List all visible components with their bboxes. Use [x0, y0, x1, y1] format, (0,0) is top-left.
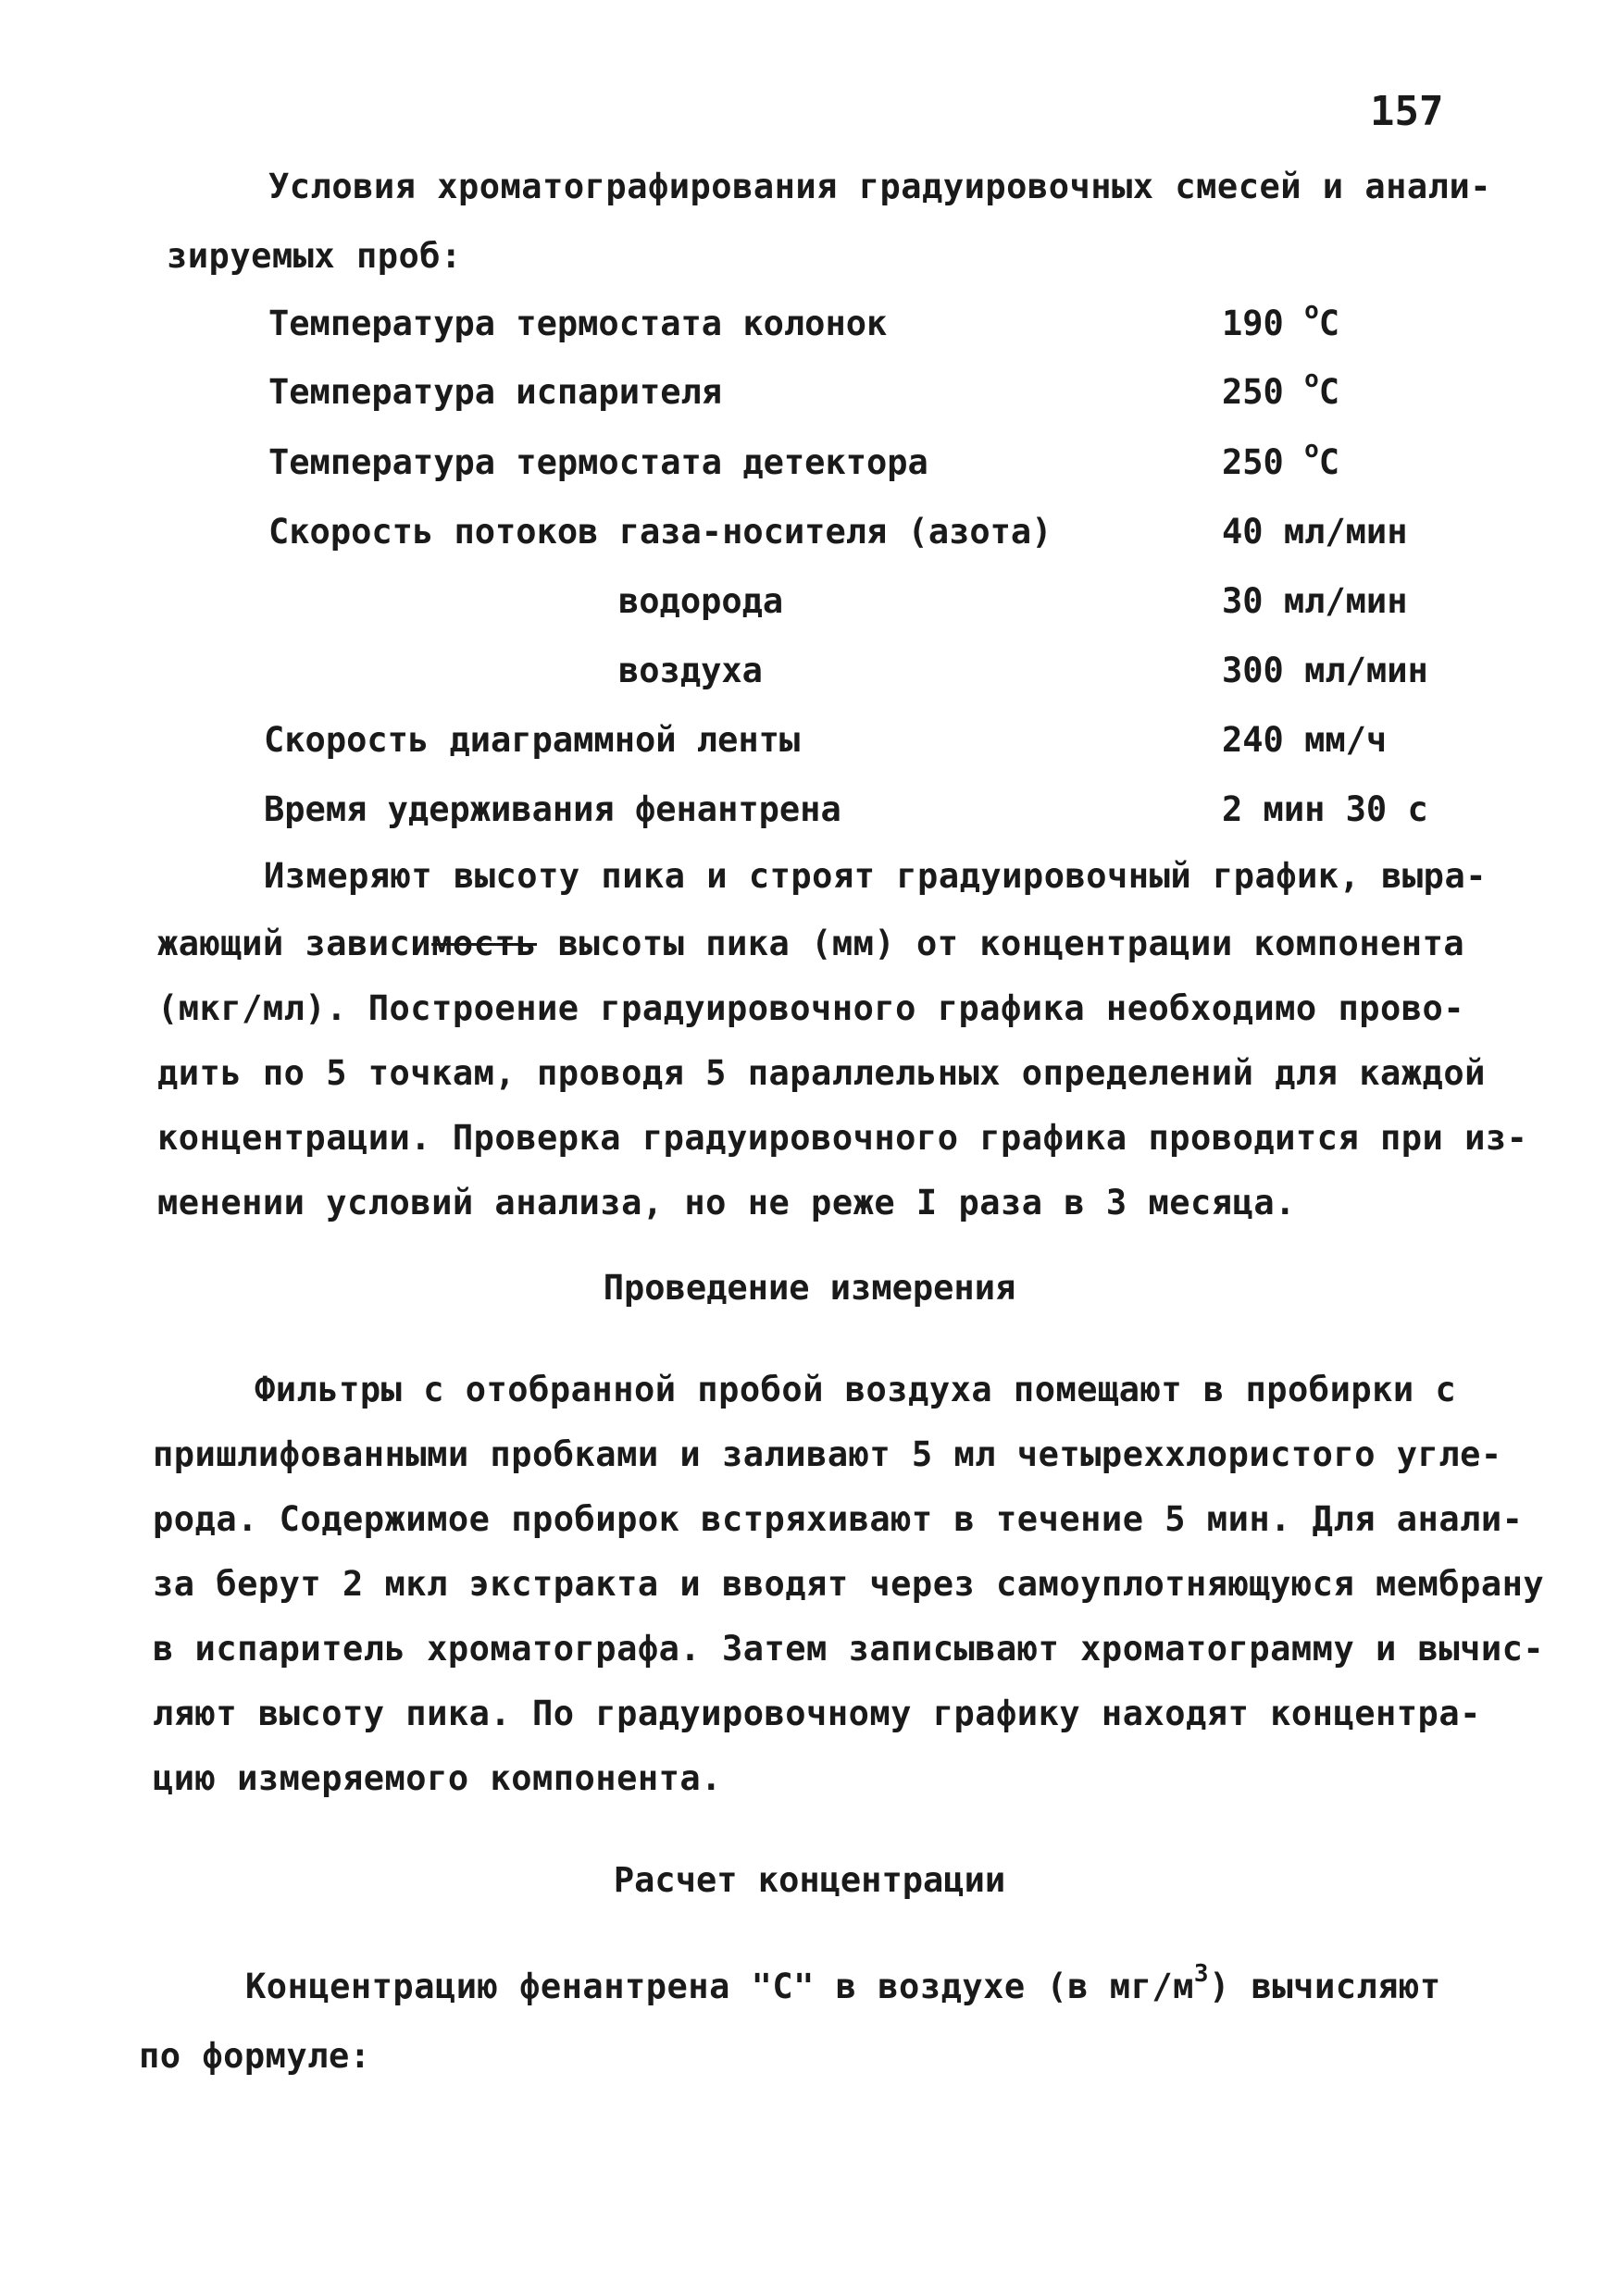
measurement-line: цию измеряемого компонента.	[153, 1758, 722, 1798]
text-run: жающий зависи	[157, 924, 432, 963]
section-heading-measurement: Проведение измерения	[603, 1268, 1016, 1308]
graph-paragraph-line: дить по 5 точкам, проводя 5 параллельных определений для каждой	[157, 1053, 1486, 1093]
measurement-line: в испаритель хроматографа. Затем записывают хроматограмму и вычис-	[153, 1629, 1545, 1669]
condition-row	[0, 297, 1619, 359]
value-tail: C	[1318, 304, 1340, 343]
condition-value	[1222, 436, 1340, 482]
measurement-line: Фильтры с отобранной пробой воздуха помещают в пробирки с	[255, 1370, 1457, 1409]
condition-label: Температура термостата колонок	[268, 304, 888, 343]
measurement-line: пришлифованными пробками и заливают 5 мл четыреххлористого угле-	[153, 1434, 1502, 1474]
value-tail: C	[1318, 372, 1340, 412]
value-sup: o	[1304, 297, 1319, 325]
condition-value	[1222, 720, 1387, 760]
condition-label: Скорость потоков газа-носителя (азота)	[268, 512, 1052, 552]
condition-row	[0, 512, 1619, 567]
value-main: 2 мин 30 с	[1222, 789, 1428, 829]
value-tail: C	[1318, 442, 1340, 482]
condition-row	[0, 720, 1619, 776]
value-main: 30 мл/мин	[1222, 581, 1408, 621]
intro-line-2: зируемых проб:	[167, 236, 462, 276]
condition-label: Скорость диаграммной ленты	[264, 720, 801, 760]
value-main: 40 мл/мин	[1222, 512, 1408, 552]
calculation-line	[245, 1960, 1441, 2006]
measurement-line: ляют высоту пика. По градуировочному графику находят концентра-	[153, 1694, 1481, 1733]
graph-paragraph-line	[157, 924, 1464, 963]
condition-value	[1222, 366, 1340, 412]
condition-row	[0, 789, 1619, 845]
value-sup: o	[1304, 436, 1319, 464]
measurement-line: за берут 2 мкл экстракта и вводят через самоуплотняющуюся мембрану	[153, 1564, 1545, 1604]
condition-label: воздуха	[618, 651, 763, 690]
struck-text: мость	[431, 924, 537, 963]
condition-row	[0, 581, 1619, 637]
condition-row	[0, 366, 1619, 428]
value-main: 300 мл/мин	[1222, 651, 1428, 690]
measurement-line: рода. Содержимое пробирок встряхивают в течение 5 мин. Для анали-	[153, 1499, 1524, 1539]
condition-value	[1222, 651, 1428, 690]
condition-row	[0, 651, 1619, 706]
condition-value	[1222, 297, 1340, 343]
calculation-line: по формуле:	[139, 2036, 371, 2076]
condition-label: Время удерживания фенантрена	[264, 789, 841, 829]
page-number: 157	[1370, 88, 1444, 135]
condition-value	[1222, 581, 1407, 621]
value-main: 250	[1222, 442, 1305, 482]
condition-label: водорода	[618, 581, 784, 621]
value-sup: o	[1304, 366, 1319, 393]
value-main: 240 мм/ч	[1222, 720, 1388, 760]
graph-paragraph-line: Измеряют высоту пика и строят градуировочный график, выра-	[264, 856, 1488, 896]
section-heading-calculation: Расчет концентрации	[613, 1860, 1006, 1900]
superscript: 3	[1193, 1960, 1210, 1988]
graph-paragraph-line: концентрации. Проверка градуировочного графика проводится при из-	[157, 1118, 1528, 1158]
graph-paragraph-line: (мкг/мл). Построение градуировочного графика необходимо прово-	[157, 988, 1465, 1028]
value-main: 250	[1222, 372, 1305, 412]
condition-value	[1222, 789, 1428, 829]
intro-line-1: Условия хроматографирования градуировочных смесей и анали-	[268, 167, 1492, 206]
condition-value	[1222, 512, 1407, 552]
condition-row	[0, 436, 1619, 498]
graph-paragraph-line: менении условий анализа, но не реже I раза в 3 месяца.	[157, 1183, 1296, 1222]
condition-label: Температура испарителя	[268, 372, 723, 412]
condition-label: Температура термостата детектора	[268, 442, 928, 482]
text-run: Концентрацию фенантрена "С" в воздухе (в мг/м	[245, 1967, 1194, 2006]
text-run: высоты пика (мм) от концентрации компонента	[536, 924, 1465, 963]
value-main: 190	[1222, 304, 1305, 343]
text-run: ) вычисляют	[1209, 1967, 1441, 2006]
